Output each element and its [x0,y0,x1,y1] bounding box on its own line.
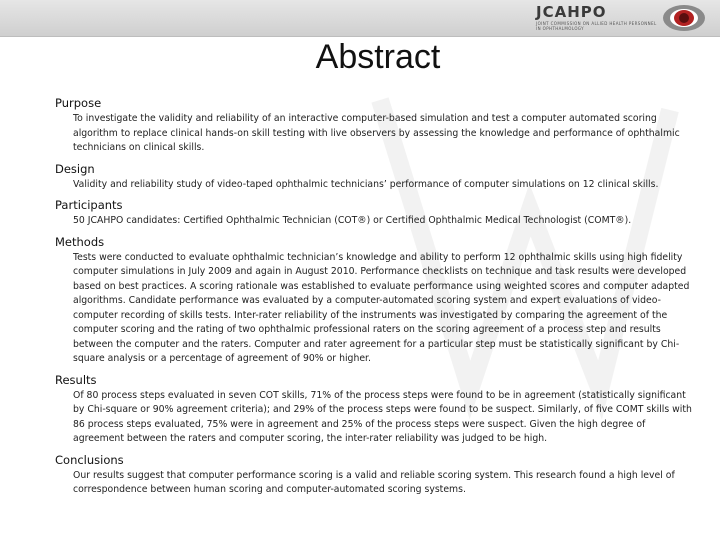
logo-wordmark: JCAHPO [536,3,607,21]
section-text: Our results suggest that computer performance scoring is a valid and reliable scoring system. This research found a high level of correspondence between human scoring and computer-automated scoring systems. [73,469,675,495]
jcahpo-logo [536,3,706,33]
section-text: Of 80 process steps evaluated in seven COT skills, 71% of the process steps were found to be in agreement (statistically significant by Chi-square or 90% agreement criteria); and 29% of the process steps were found to be suspect. Similarly, of five COMT skills with 86 process steps evaluated, 75% were in agreement and 25% of the process steps were suspect. Given the high degree of agreement between the raters and computer scoring, the inter-rater reliability was judged to be high. [73,389,692,444]
section-text: 50 JCAHPO candidates: Certified Ophthalmic Technician (COT®) or Certified Ophthalmic Medical Technologist (COMT®). [73,215,632,226]
section-design [55,162,695,193]
logo-tagline: JOINT COMMISSION ON ALLIED HEALTH PERSONNEL IN OPHTHALMOLOGY [536,21,657,31]
section-text: Tests were conducted to evaluate ophthalmic technician’s knowledge and ability to perform 12 ophthalmic skills using high fidelity computer simulations in July 2009 and again in August 2010. Performance checklists on technique and task results were developed based on best practices. A scoring rationale was established to evaluate performance using weighted scores and computer adapted algorithms. Candidate performance was evaluated by a computer-automated scoring system and expert evaluations of video-computer recording of skills tests. Inter-rater reliability of the instruments was investigated by comparing the agreement of the computer scoring and the rating of two ophthalmic professional raters on the scoring agreement of a process step and results between the computer and the raters. Computer and rater agreement for a particular step must be statistically significant by Chi-square analysis or a percentage of agreement of 90% or higher. [73,251,690,364]
page-title: Abstract [315,38,441,76]
section-purpose [55,96,695,156]
section-heading: Results [55,372,97,387]
section-text: To investigate the validity and reliability of an interactive computer-based simulation and test a computer automated scoring algorithm to replace clinical hands-on skill testing with live observers by assessing the knowledge and performance of ophthalmic technicians on clinical skills. [73,113,680,153]
eye-logo-icon [662,3,706,33]
section-participants [55,198,695,229]
section-results [55,373,695,447]
section-text: Validity and reliability study of video-taped ophthalmic technicians’ performance of computer simulations on 12 clinical skills. [73,178,659,190]
section-conclusions [55,453,695,498]
section-heading: Methods [55,234,105,249]
header-bar [0,0,720,37]
section-heading: Participants [55,198,123,212]
section-heading: Conclusions [55,452,124,467]
section-methods [55,235,695,367]
abstract-body [55,96,695,504]
section-heading: Purpose [55,96,102,110]
section-heading: Design [55,161,95,176]
